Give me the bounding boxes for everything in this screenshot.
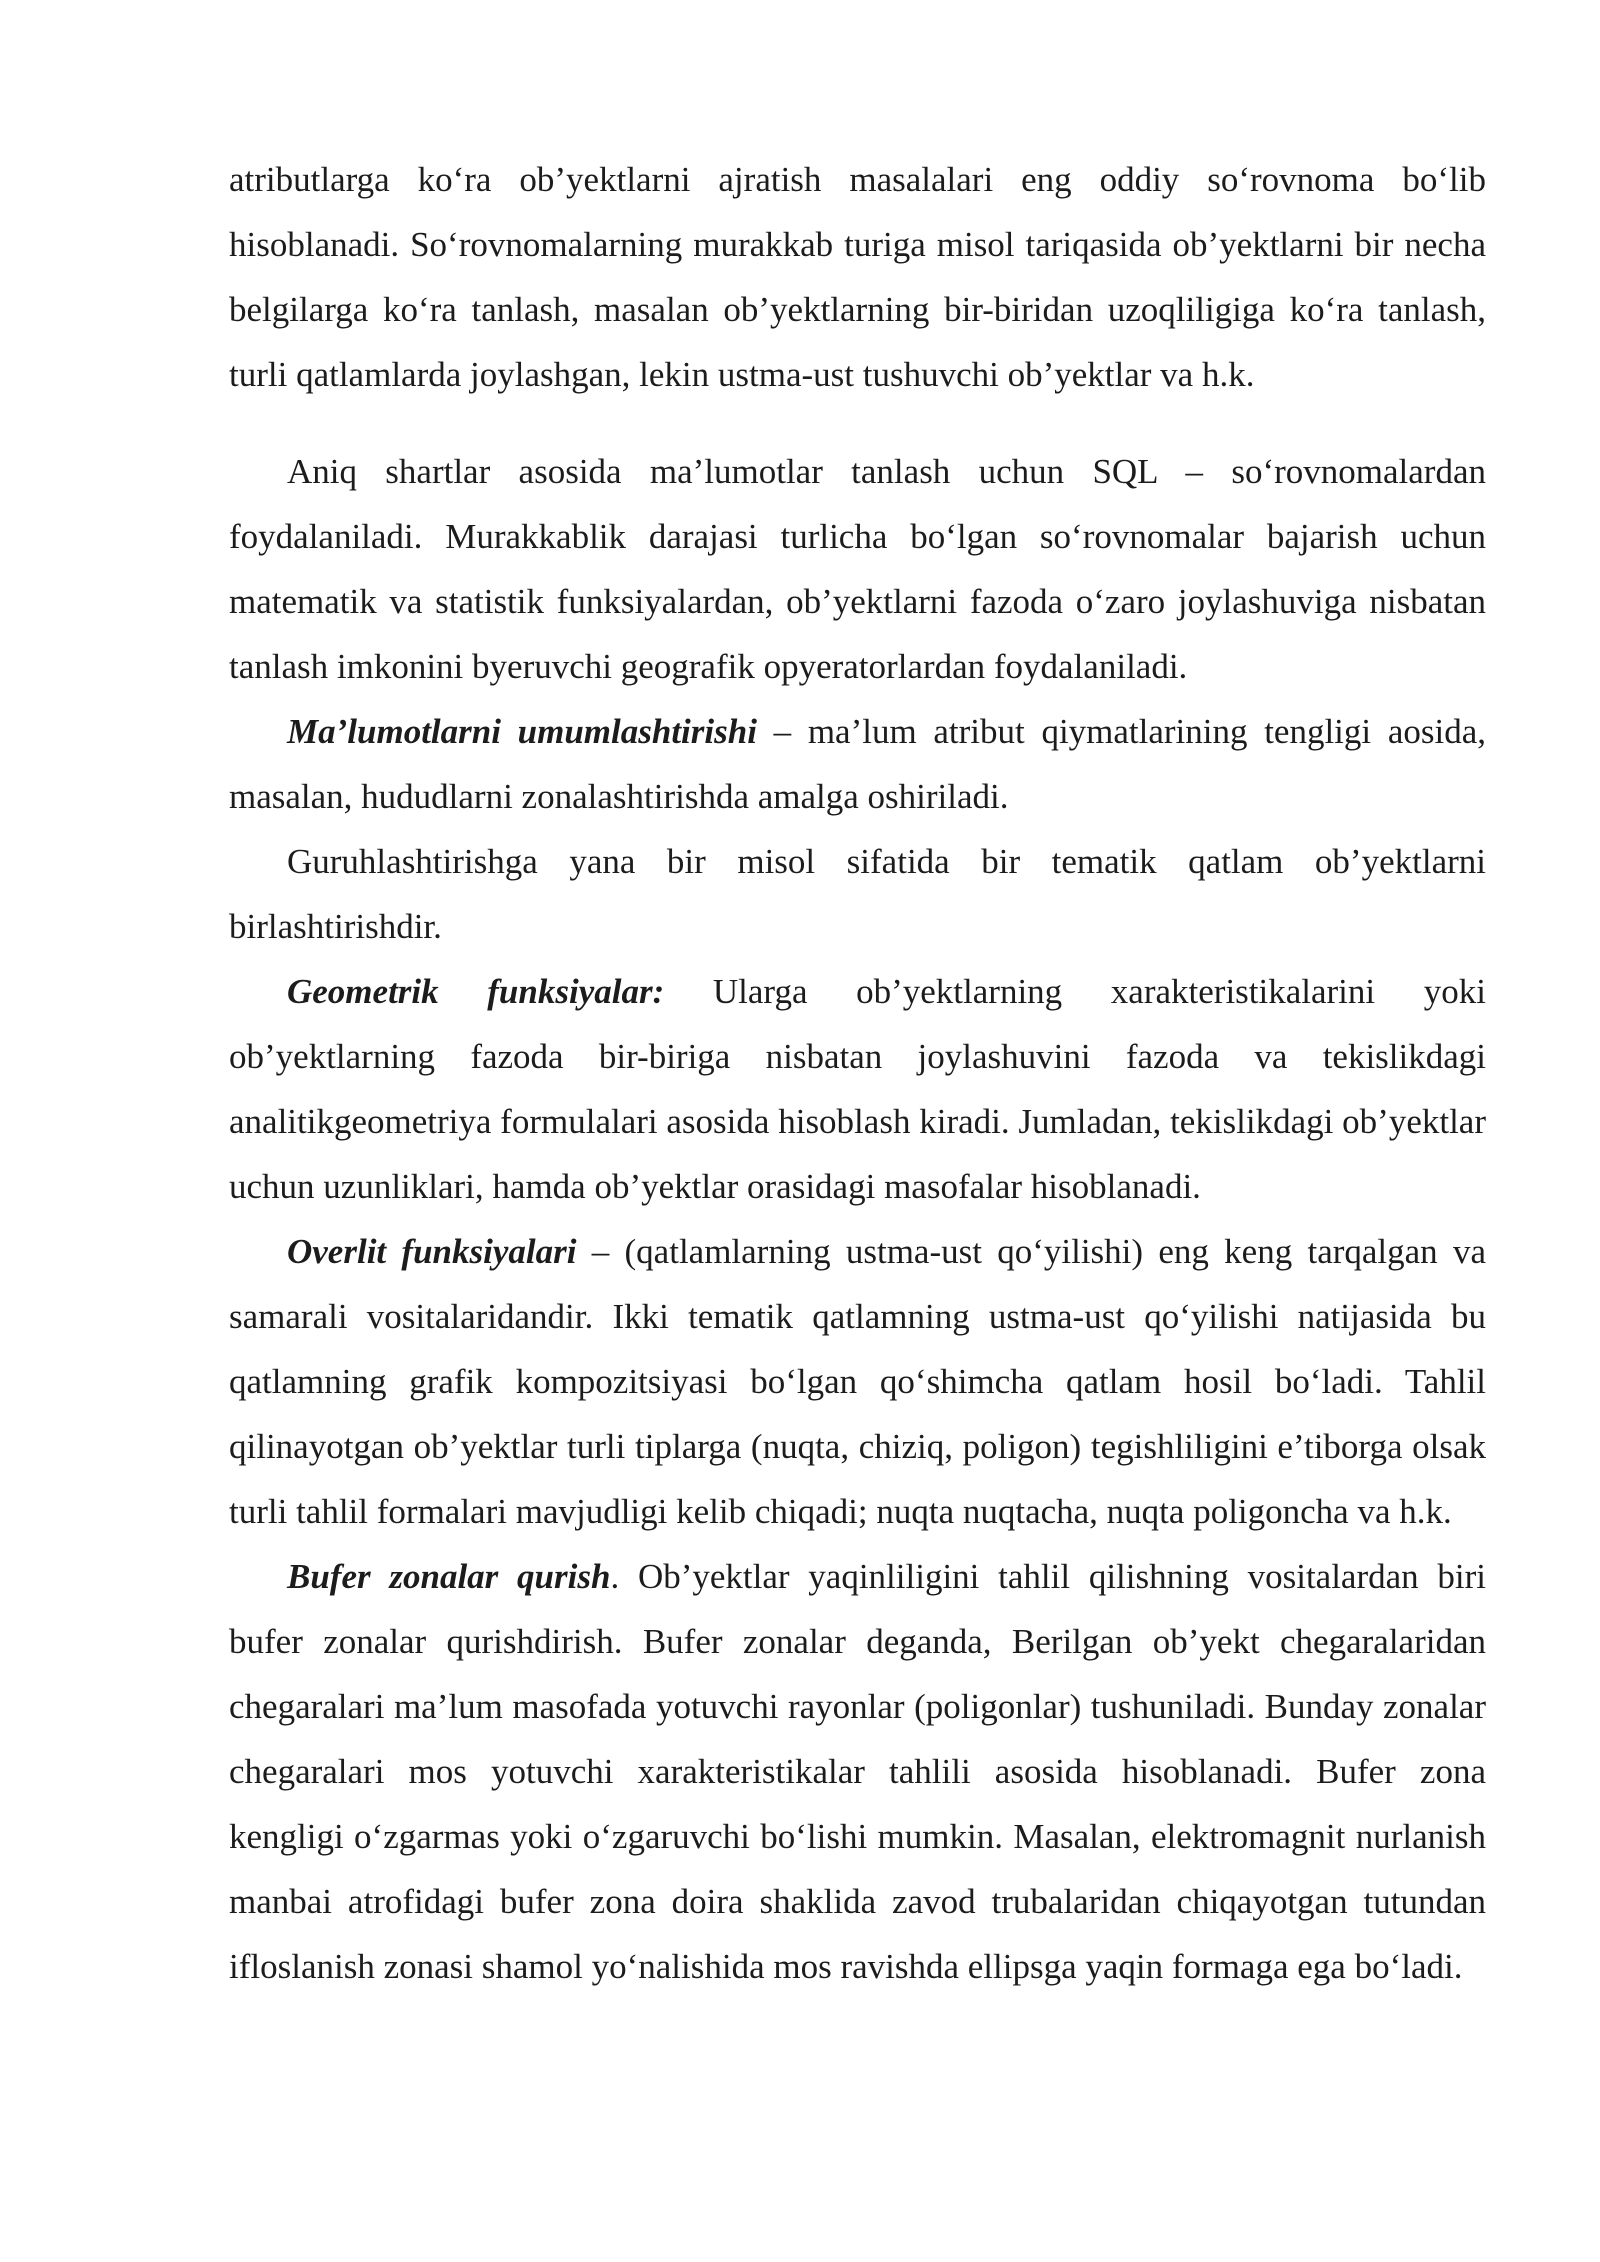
paragraph-buffer-zones	[229, 1544, 1486, 1999]
paragraph-generalization	[229, 699, 1486, 829]
paragraph-text: – (qatlamlarning ustma-ust qo‘yilishi) eng keng tarqalgan va samarali vositalaridandir. Ikki tematik qatlamning ustma-ust qo‘yilishi natijasida bu qatlamning grafik kompozitsiyasi bo‘lgan qo‘shimcha qatlam hosil bo‘ladi. Tahlil qilinayotgan ob’yektlar turli tiplarga (nuqta, chiziq, poligon) tegishliligini e’tiborga olsak turli tahlil formalari mavjudligi kelib chiqadi; nuqta nuqtacha, nuqta poligoncha va h.k.	[229, 1232, 1486, 1531]
paragraph-text: Aniq shartlar asosida ma’lumotlar tanlash uchun SQL – so‘rovnomalardan foydalaniladi. Murakkablik darajasi turlicha bo‘lgan so‘rovnomalar bajarish uchun matematik va statistik funksiyalardan, ob’yektlarni fazoda o‘zaro joylashuviga nisbatan tanlash imkonini byeruvchi geografik opyeratorlardan foydalaniladi.	[229, 452, 1486, 686]
paragraph-query-types	[229, 147, 1486, 407]
term-geometric-functions: Geometrik funksiyalar:	[287, 972, 665, 1011]
paragraph-sql-queries	[229, 439, 1486, 699]
paragraph-text: – ma’lum atribut qiymatlarining tengligi aosida, masalan, hududlarni zonalashtirishda amalga oshiriladi.	[229, 712, 1486, 816]
paragraph-overlay-functions	[229, 1219, 1486, 1544]
paragraph-text: Ularga ob’yektlarning xarakteristikalarini yoki ob’yektlarning fazoda bir-biriga nisbatan joylashuvini fazoda va tekislikdagi analitikgeometriya formulalari asosida hisoblash kiradi. Jumladan, tekislikdagi ob’yektlar uchun uzunliklari, hamda ob’yektlar orasidagi masofalar hisoblanadi.	[229, 972, 1486, 1206]
paragraph-text: Guruhlashtirishga yana bir misol sifatida bir tematik qatlam ob’yektlarni birlashtirishdir.	[229, 842, 1486, 946]
term-buffer-zones: Bufer zonalar qurish	[287, 1557, 611, 1596]
term-overlay-functions: Overlit funksiyalari	[287, 1232, 577, 1271]
paragraph-grouping-example	[229, 829, 1486, 959]
paragraph-geometric-functions	[229, 959, 1486, 1219]
paragraph-text: atributlarga ko‘ra ob’yektlarni ajratish masalalari eng oddiy so‘rovnoma bo‘lib hisoblanadi. So‘rovnomalarning murakkab turiga misol tariqasida ob’yektlarni bir necha belgilarga ko‘ra tanlash, masalan ob’yektlarning bir-biridan uzoqliligiga ko‘ra tanlash, turli qatlamlarda joylashgan, lekin ustma-ust tushuvchi ob’yektlar va h.k.	[229, 160, 1486, 394]
term-generalization: Ma’lumotlarni umumlashtirishi	[287, 712, 757, 751]
paragraph-text: . Ob’yektlar yaqinliligini tahlil qilishning vositalardan biri bufer zonalar qurishdirish. Bufer zonalar deganda, Berilgan ob’yekt chegaralaridan chegaralari ma’lum masofada yotuvchi rayonlar (poligonlar) tushuniladi. Bunday zonalar chegaralari mos yotuvchi xarakteristikalar tahlili asosida hisoblanadi. Bufer zona kengligi o‘zgarmas yoki o‘zgaruvchi bo‘lishi mumkin. Masalan, elektromagnit nurlanish manbai atrofidagi bufer zona doira shaklida zavod trubalaridan chiqayotgan tutundan ifloslanish zonasi shamol yo‘nalishida mos ravishda ellipsga yaqin formaga ega bo‘ladi.	[229, 1557, 1487, 1986]
document-page	[229, 147, 1486, 1999]
